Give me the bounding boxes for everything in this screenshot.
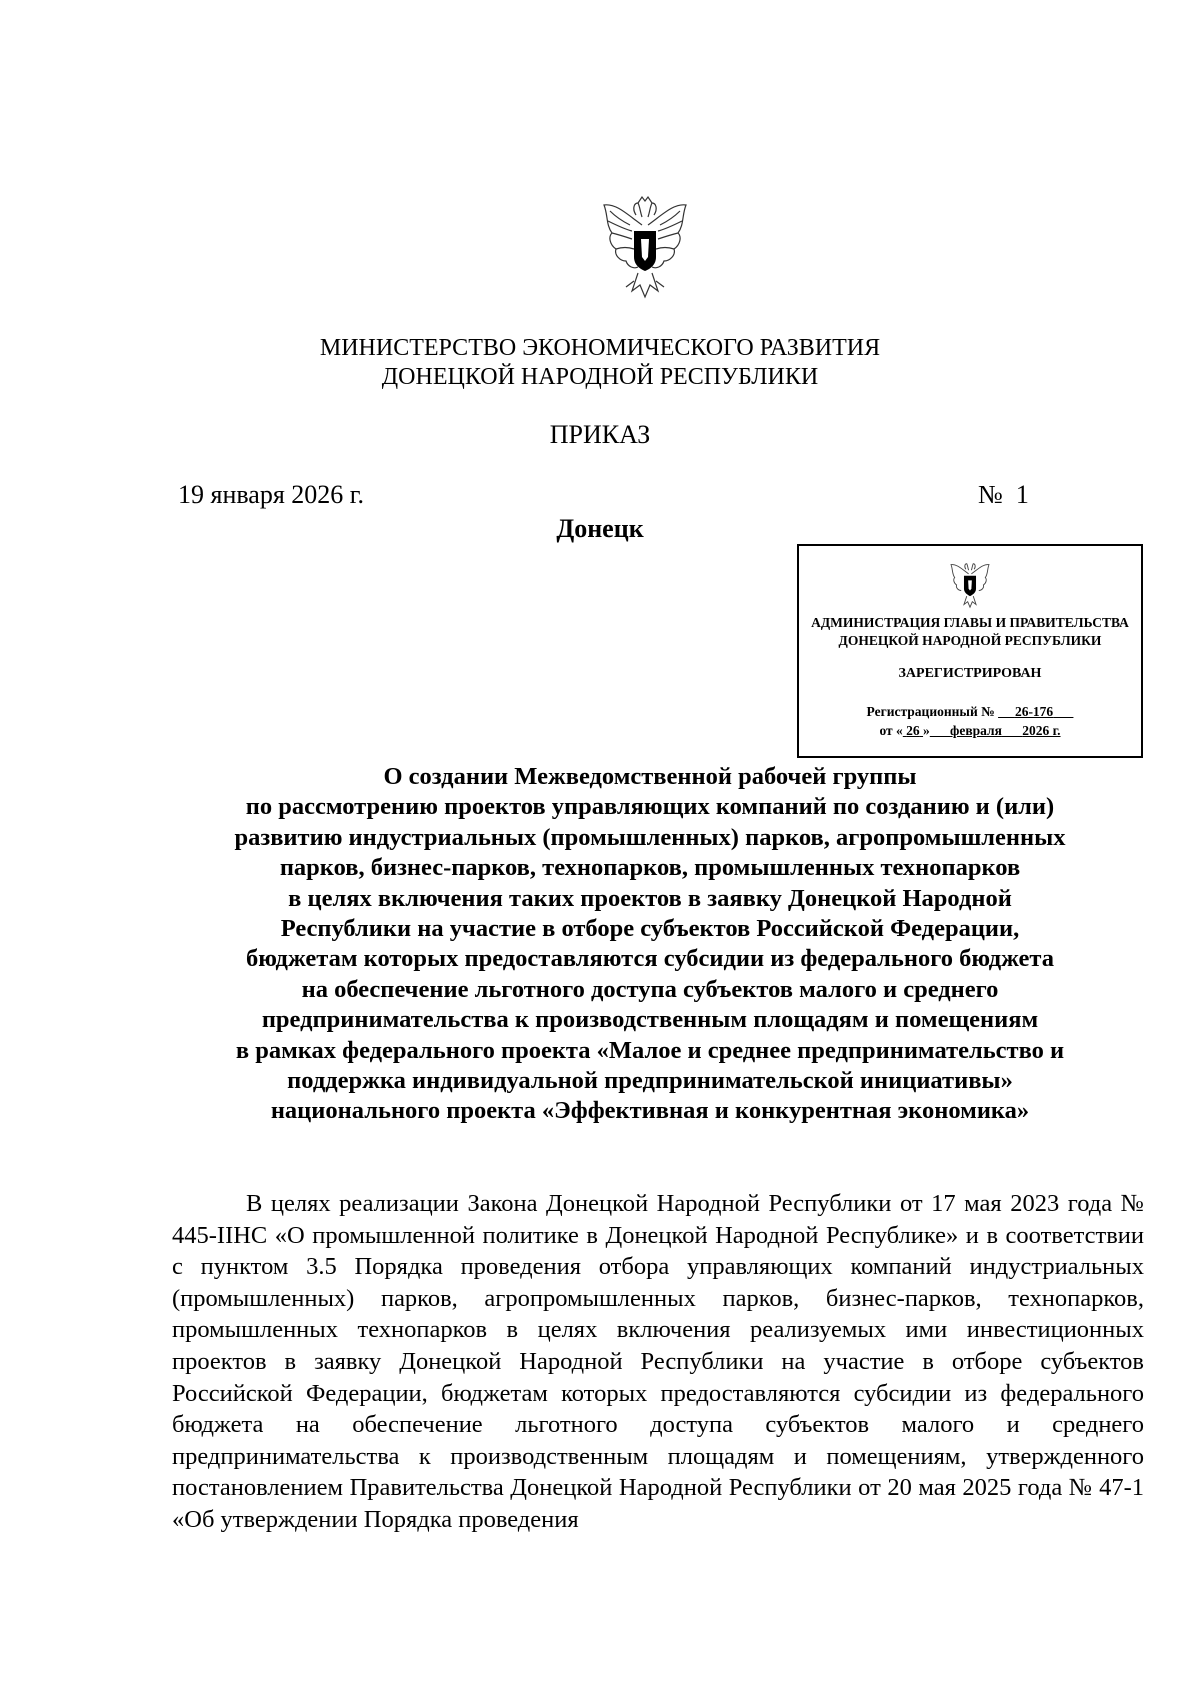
body-paragraph: В целях реализации Закона Донецкой Народной Республики от 17 мая 2023 года № 445-IIНС «О промышленной политике в Донецкой Народной Республике» и в соответствии с пунктом 3.5 Порядка проведения отбора управляющих компаний индустриальных (промышленных) парков, агропромышленных парков, бизнес-парков, технопарков, промышленных технопарков в целях включения реализуемых ими инвестиционных проектов в заявку Донецкой Народной Республики на участие в отборе субъектов Российской Федерации, бюджетам которых предоставляются субсидии из федерального бюджета на обеспечение льготного доступа субъектов малого и среднего предпринимательства к производственным площадям и помещениям, утвержденного постановлением Правительства Донецкой Народной Республики от 20 мая 2025 года № 47-1 «Об утверждении Порядка проведения — [172, 1190, 1144, 1533]
title-line: бюджетам которых предоставляются субсидии из федерального бюджета — [245, 945, 1055, 973]
title-line: Республики на участие в отборе субъектов Российской Федерации, — [280, 915, 1020, 943]
title-line: в целях включения таких проектов в заявку Донецкой Народной — [288, 884, 1012, 912]
stamp-reg-number: 26-176 — [1014, 704, 1054, 719]
stamp-date-line — [799, 721, 1141, 740]
stamp-status: ЗАРЕГИСТРИРОВАН — [898, 666, 1042, 681]
number-value: 1 — [1015, 480, 1029, 509]
stamp-org-line2: ДОНЕЦКОЙ НАРОДНОЙ РЕСПУБЛИКИ — [838, 633, 1102, 648]
title-line: развитию индустриальных (промышленных) парков, агропромышленных — [234, 823, 1066, 851]
coat-of-arms-icon — [598, 195, 692, 303]
title-line: по рассмотрению проектов управляющих компаний по созданию и (или) — [245, 793, 1055, 821]
document-city: Донецк — [556, 514, 644, 543]
title-line: поддержка индивидуальной предпринимательской инициативы» — [287, 1067, 1013, 1095]
title-line: на обеспечение льготного доступа субъектов малого и среднего — [301, 975, 999, 1003]
ministry-name-line1: МИНИСТЕРСТВО ЭКОНОМИЧЕСКОГО РАЗВИТИЯ — [319, 335, 881, 361]
ministry-name — [0, 334, 1200, 392]
number-label: № — [978, 480, 1003, 509]
registration-stamp — [797, 544, 1143, 758]
title-line: О создании Межведомственной рабочей группы — [383, 763, 917, 790]
title-line: предпринимательства к производственным площадям и помещениям — [261, 1006, 1039, 1034]
stamp-quote-close: » — [923, 723, 930, 738]
stamp-reg-line — [799, 702, 1141, 721]
title-line: в рамках федерального проекта «Малое и среднее предпринимательство и — [235, 1036, 1065, 1064]
title-line: национального проекта «Эффективная и конкурентная экономика» — [270, 1097, 1030, 1125]
stamp-org-line1: АДМИНИСТРАЦИЯ ГЛАВЫ И ПРАВИТЕЛЬСТВА — [811, 615, 1129, 630]
stamp-reg-label: Регистрационный № — [866, 704, 995, 719]
stamp-coat-of-arms-icon — [946, 560, 994, 610]
ministry-name-line2: ДОНЕЦКОЙ НАРОДНОЙ РЕСПУБЛИКИ — [381, 364, 819, 390]
document-type: ПРИКАЗ — [549, 420, 651, 449]
stamp-day: 26 — [906, 723, 920, 738]
document-date: 19 января 2026 г. — [178, 480, 365, 509]
stamp-organization — [799, 614, 1141, 650]
document-title — [160, 762, 1140, 1127]
title-line: парков, бизнес-парков, технопарков, промышленных технопарков — [279, 854, 1021, 882]
stamp-registration — [799, 702, 1141, 740]
document-number — [978, 480, 1029, 510]
stamp-from-label: от « — [879, 723, 903, 738]
stamp-month: февраля 2026 г. — [950, 723, 1061, 738]
